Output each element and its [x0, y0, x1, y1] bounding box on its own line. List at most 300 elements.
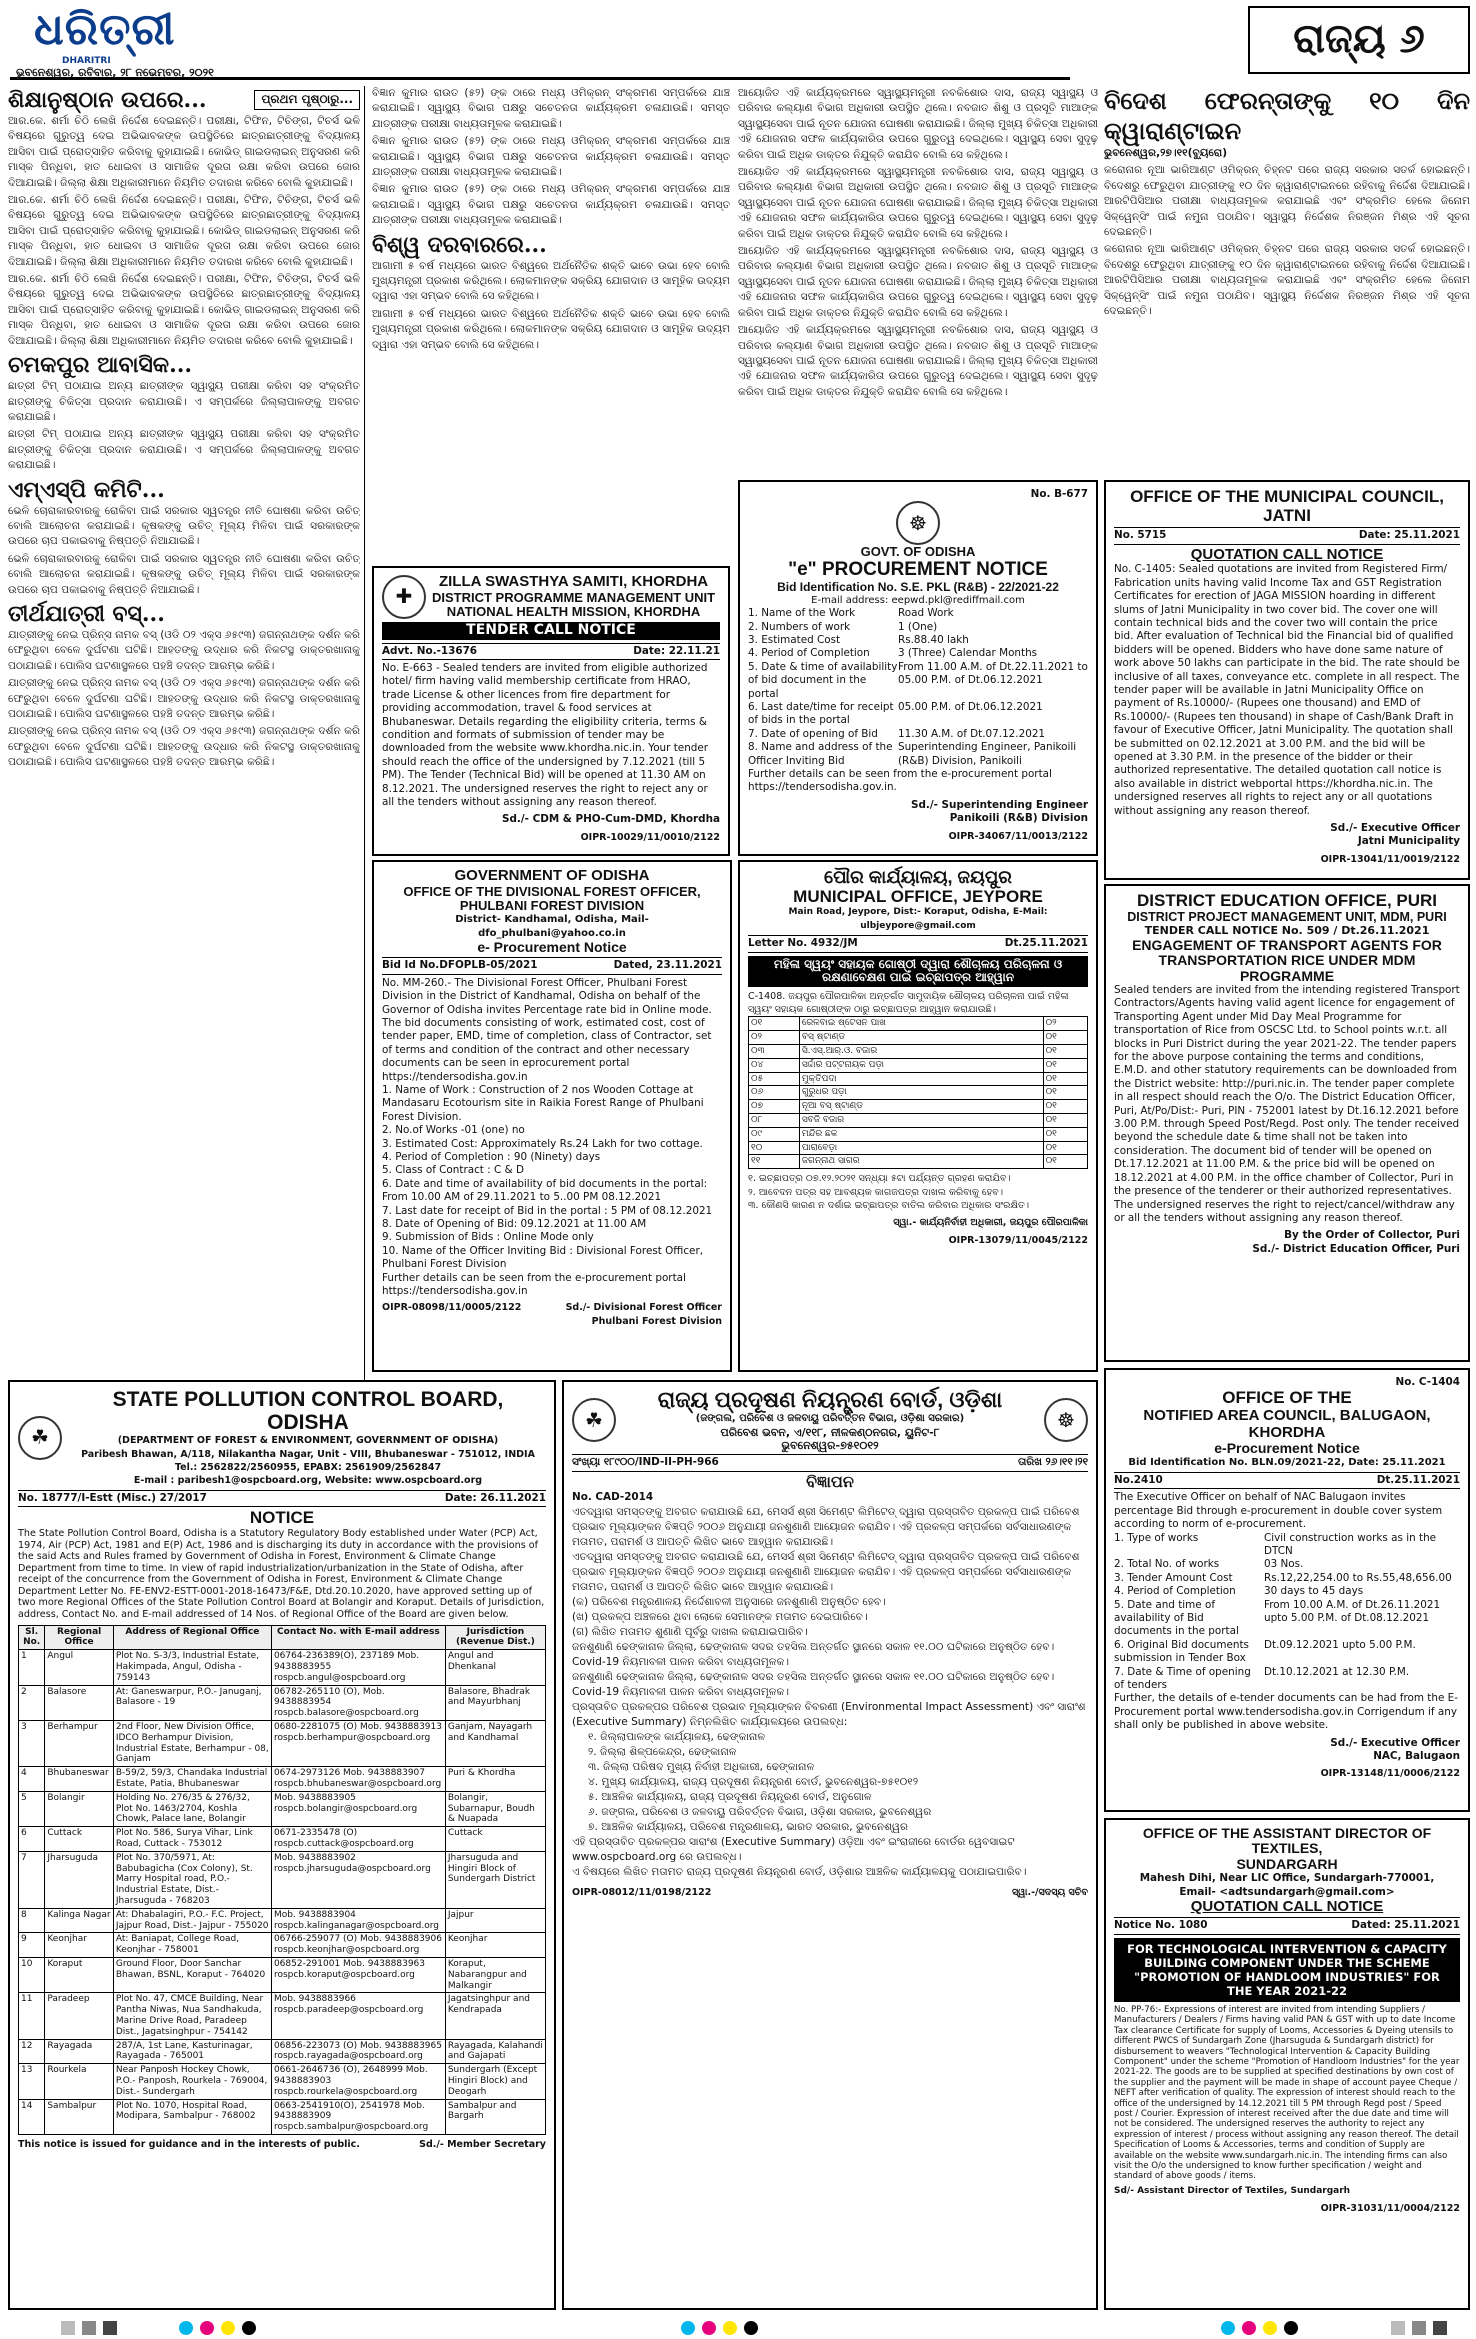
item-label: 8. Name and address of the Officer Inviting Bid [748, 741, 893, 767]
ad-body: ଜନଶୁଣାଣି ଢେଙ୍କାନାଳ ଜିଲ୍ଲା, ଢେଙ୍କାନାଳ ସଦର ତହସିଲ ଅନ୍ତର୍ଗତ ସ୍ଥାନରେ ସକାଳ ୧୧.୦୦ ଘଟିକାରେ ଅନୁଷ୍ଠିତ ହେବ। Covid-19 ନିୟମାବଳୀ ପାଳନ କରିବା ବାଧ୍ୟତାମୂଳକ। [572, 1640, 1055, 1668]
table-cell: Balasore [45, 1685, 114, 1720]
procurement-ad-phulbani [372, 860, 732, 1372]
spcb-logo-icon: ☘ [572, 1398, 616, 1442]
ad-title: OFFICE OF THE ASSISTANT DIRECTOR OF TEXTILES, [1142, 1825, 1432, 1857]
table-cell: 06766-259077 (O) Mob. 9438883906 rospcb.keonjhar@ospcboard.org [271, 1933, 445, 1958]
table-row [19, 1721, 546, 1767]
ad-notice: e- Procurement Notice [477, 938, 627, 955]
item-label: 3. Estimated Cost [748, 634, 841, 646]
table-cell: 5 [19, 1791, 45, 1826]
table-cell: Sambalpur and Bargarh [445, 2099, 545, 2134]
article-text: ଆୟୋଜିତ ଏହି କାର୍ଯ୍ୟକ୍ରମରେ ସ୍ୱାସ୍ଥ୍ୟମନ୍ତ୍ରୀ ନବକିଶୋର ଦାସ, ରାଜ୍ୟ ସ୍ୱାସ୍ଥ୍ୟ ଓ ପରିବାର କଲ୍ୟାଣ ବିଭାଗ ଅଧିକାରୀ ଉପସ୍ଥିତ ଥିଲେ। ନବଜାତ ଶିଶୁ ଓ ପ୍ରସୂତି ମାଆଙ୍କ ସ୍ୱାସ୍ଥ୍ୟସେବା ପାଇଁ ନୂତନ ଯୋଜନା ଘୋଷଣା କରାଯାଇଛି। ଜିଲ୍ଲା ମୁଖ୍ୟ ଚିକିତ୍ସା ଅଧିକାରୀ ଏହି ଯୋଜନାର ସଫଳ କାର୍ଯ୍ୟକାରିତା ଉପରେ ଗୁରୁତ୍ୱ ଦେଇଥିଲେ। ସ୍ୱାସ୍ଥ୍ୟ ସେବା ସୁଦୃଢ଼ କରିବା ପାଇଁ ଅଧିକ ଡାକ୍ତର ନିଯୁକ୍ତି କରାଯିବ ବୋଲି ସେ କହିଥିଲେ। [738, 166, 1098, 240]
article-text: ଯାତ୍ରୀଙ୍କୁ ନେଇ ପ୍ରିନ୍ସ ନାମକ ବସ୍ (ଓଡି ୦୨ ଏକ୍ସ ୬୫୯୩) ଜଗନ୍ନାଥଙ୍କ ଦର୍ଶନ କରି ଫେରୁଥିବା ବେଳେ ଦୁର୍ଘଟଣା ଘଟିଛି। ଆହତଙ୍କୁ ଉଦ୍ଧାର କରି ନିକଟସ୍ଥ ଡାକ୍ତରଖାନାକୁ ପଠାଯାଇଛି। ପୋଲିସ ଘଟଣାସ୍ଥଳରେ ପହଞ୍ଚି ତଦନ୍ତ ଆରମ୍ଭ କରିଛି। [8, 725, 360, 769]
signature: Sd./- Executive Officer [1330, 1736, 1460, 1749]
table-cell: 2 [19, 1685, 45, 1720]
table-cell: Plot No. S-3/3, Industrial Estate, Hakimpada, Angul, Odisha - 759143 [113, 1650, 271, 1685]
table-cell: Mob. 9438883904 rospcb.kalinganagar@ospcboard.org [271, 1908, 445, 1933]
bid-id: Bid Identification No. BLN.09/2021-22, Date: 25.11.2021 [1128, 1457, 1446, 1469]
signature: Panikoili (R&B) Division [949, 812, 1088, 825]
table-header-row [19, 1625, 546, 1650]
table-cell: 0663-2541910(O), 2541978 Mob. 9438883909 rospcb.sambalpur@ospcboard.org [271, 2099, 445, 2134]
ad-date: Dt.25.11.2021 [1376, 1473, 1460, 1486]
table-cell: 4 [19, 1767, 45, 1792]
ad-title: DISTRICT PROGRAMME MANAGEMENT UNIT [432, 589, 716, 605]
article-text: ଆଗାମୀ ୫ ବର୍ଷ ମଧ୍ୟରେ ଭାରତ ବିଶ୍ୱରେ ଅର୍ଥନୈତିକ ଶକ୍ତି ଭାବେ ଉଭା ହେବ ବୋଲି ମୁଖ୍ୟମନ୍ତ୍ରୀ ପ୍ରକାଶ କରିଥିଲେ। ଲୋକମାନଙ୍କ ସକ୍ରିୟ ଯୋଗଦାନ ଓ ସାମୂହିକ ଉଦ୍ୟମ ଦ୍ୱାରା ଏହା ସମ୍ଭବ ବୋଲି ସେ କହିଥିଲେ। [372, 259, 730, 303]
signature: Sd./- Member Secretary [419, 2138, 546, 2150]
table-row [749, 1155, 1088, 1169]
table-row [749, 1113, 1088, 1127]
list-item: ୧. ଇଚ୍ଛାପତ୍ର ୦୭.୧୨.୨୦୨୧ ସନ୍ଧ୍ୟା ୫ଟା ପର୍ଯ୍ୟନ୍ତ ଗ୍ରହଣ କରାଯିବ। [748, 1173, 1011, 1185]
list-item: ୬. ଜଙ୍ଗଲ, ପରିବେଶ ଓ ଜଳବାୟୁ ପରିବର୍ତ୍ତନ ବିଭାଗ, ଓଡ଼ିଶା ସରକାର, ଭୁବନେଶ୍ୱର [588, 1805, 932, 1818]
table-cell: Koraput, Nabarangpur and Malkangir [445, 1957, 545, 1992]
newspaper-logo-sub: DHARITRI [62, 56, 111, 66]
ad-bar: TENDER CALL NOTICE [382, 622, 720, 639]
table-cell: 2nd Floor, New Division Office, IDCO Berhampur Division, Industrial Estate, Berhampur - 08, Ganjam [113, 1721, 271, 1767]
table-cell: ମୁକ୍ତିପଦା [799, 1072, 1043, 1086]
list-item [1114, 1599, 1460, 1639]
table-cell: Keonjhar [45, 1933, 114, 1958]
table-row [749, 1127, 1088, 1141]
list-item: 7. Last date for receipt of Bid in the portal : 5 PM of 08.12.2021 [382, 1204, 713, 1217]
list-item: (ଖ) ପ୍ରକଳ୍ପ ଅଞ୍ଚଳରେ ଥିବା ଲୋକେ ସେମାନଙ୍କ ମତାମତ ଦେଇପାରିବେ। [572, 1610, 868, 1623]
item-value: 11.30 A.M. of Dt.07.12.2021 [898, 727, 1046, 740]
table-cell: 0674-2973126 Mob. 9438883907 rospcb.bhubaneswar@ospcboard.org [271, 1767, 445, 1792]
table-row [19, 1933, 546, 1958]
procurement-ad-balugaon [1104, 1368, 1470, 1812]
bid-id: Bid Id No.DFOPLB-05/2021 [382, 959, 538, 972]
list-item: ୩. ଜିଲ୍ଲା ପରିଷଦ ମୁଖ୍ୟ ନିର୍ବାହୀ ଅଧିକାରୀ, ଢେଙ୍କାନାଳ [588, 1760, 815, 1773]
table-row [19, 2064, 546, 2099]
oipr-code: OIPR-31031/11/0004/2122 [1320, 2203, 1460, 2215]
table-cell: Angul [45, 1650, 114, 1685]
article-text: ଆର.କେ. ଶର୍ମା ଚିଠି ଲେଖି ନିର୍ଦ୍ଦେଶ ଦେଇଛନ୍ତି। ପରୀକ୍ଷା, ଟିଫିନ, ଟିଚିଙ୍ଗ, ଟିଚର୍ସ ଭଳି ବିଷୟରେ ଗୁରୁତ୍ୱ ଦେଇ ଅଭିଭାବକଙ୍କ ଉପସ୍ଥିତିରେ ଛାତ୍ରଛାତ୍ରୀଙ୍କୁ ବିଦ୍ୟାଳୟ ଆସିବା ପାଇଁ ପ୍ରୋତ୍ସାହିତ କରିବାକୁ କୁହାଯାଇଛି। କୋଭିଡ୍ ଗାଇଡଲାଇନ୍ ଅନୁସରଣ କରି ମାସ୍କ ପିନ୍ଧିବା, ହାତ ଧୋଇବା ଓ ସାମାଜିକ ଦୂରତା ରକ୍ଷା କରିବା ଉପରେ ଜୋର ଦିଆଯାଇଛି। ଜିଲ୍ଲା ଶିକ୍ଷା ଅଧିକାରୀମାନେ ନିୟମିତ ତଦାରଖ କରିବେ ବୋଲି କୁହାଯାଇଛି। [8, 115, 360, 189]
notice-ad-spcb [8, 1380, 556, 2310]
table-cell: ୦୧ [1043, 1113, 1087, 1127]
ad-no: No. 5715 [1114, 529, 1167, 542]
table-cell: Plot No. 1070, Hospital Road, Modipara, Sambalpur - 768002 [113, 2099, 271, 2134]
table-cell: ୦୨ [1043, 1017, 1087, 1031]
list-item: 5. Class of Contract : C & D [382, 1164, 524, 1177]
table-cell: 1 [19, 1650, 45, 1685]
ad-title: STATE POLLUTION CONTROL BOARD, ODISHA [112, 1388, 504, 1435]
yellow-dot-icon [1263, 2321, 1277, 2335]
table-cell: Cuttack [445, 1827, 545, 1852]
spcb-logo-icon: ☘ [18, 1416, 62, 1460]
print-registration-bar [0, 2316, 1476, 2339]
item-label: 1. Name of the Work [748, 607, 856, 620]
table-cell: Mob. 9438883902 rospcb.jharsuguda@ospcboard.org [271, 1851, 445, 1908]
gray-swatch-icon [1433, 2321, 1447, 2335]
article-text: କରୋନାର ନୂଆ ଭାରିଆଣ୍ଟ ଓମିକ୍ରନ୍ ଚିହ୍ନଟ ପରେ ରାଜ୍ୟ ସରକାର ସତର୍କ ହୋଇଛନ୍ତି। ବିଦେଶରୁ ଫେରୁଥିବା ଯାତ୍ରୀଙ୍କୁ ୧୦ ଦିନ କ୍ୱାରାଣ୍ଟାଇନରେ ରହିବାକୁ ନିର୍ଦ୍ଦେଶ ଦିଆଯାଇଛି। ଆରଟିପିସିଆର ପରୀକ୍ଷା ବାଧ୍ୟତାମୂଳକ କରାଯାଇଛି ଏବଂ ସଂକ୍ରମିତ ହେଲେ ଜିନୋମ ସିକ୍ୱେନ୍ସିଂ ପାଇଁ ନମୁନା ପଠାଯିବ। ସ୍ୱାସ୍ଥ୍ୟ ନିର୍ଦ୍ଦେଶକ ନିରଞ୍ଜନ ମିଶ୍ର ଏହି ସୂଚନା ଦେଇଛନ୍ତି। [1104, 243, 1470, 318]
news-column-1 [8, 86, 360, 1380]
table-row [19, 1851, 546, 1908]
item-label: 7. Date of opening of Bid [748, 727, 878, 740]
oipr-code: OIPR-13041/11/0019/2122 [1320, 853, 1460, 865]
signature: Phulbani Forest Division [591, 1315, 722, 1327]
item-value: 05.00 P.M. of Dt.06.12.2021 [898, 701, 1043, 714]
ad-title: DISTRICT EDUCATION OFFICE, PURI [1136, 891, 1437, 910]
ad-title-odia: ରାଜ୍ୟ ପ୍ରଦୂଷଣ ନିୟନ୍ତ୍ରଣ ବୋର୍ଡ, ଓଡ଼ିଶା [657, 1387, 1003, 1412]
table-row [749, 1031, 1088, 1045]
item-label: 4. Period of Completion [748, 647, 870, 660]
list-item: ୨. ଜିଲ୍ଲା ଶିଳ୍ପକେନ୍ଦ୍ର, ଢେଙ୍କାନାଳ [588, 1745, 737, 1758]
table-cell: ୦୧ [1043, 1072, 1087, 1086]
table-cell: Koraput [45, 1957, 114, 1992]
table-cell: 9 [19, 1933, 45, 1958]
ad-dept: (DEPARTMENT OF FOREST & ENVIRONMENT, GOVERNMENT OF ODISHA) [117, 1435, 499, 1447]
article-text: ଛାତ୍ରୀ ଟିମ୍ ପଠାଯାଇ ଅନ୍ୟ ଛାତ୍ରୀଙ୍କ ସ୍ୱାସ୍ଥ୍ୟ ପରୀକ୍ଷା କରିବା ସହ ସଂକ୍ରମିତ ଛାତ୍ରୀଙ୍କୁ ଚିକିତ୍ସା ପ୍ରଦାନ କରାଯାଉଛି। ଏ ସମ୍ପର୍କରେ ଜିଲ୍ଲାପାଳଙ୍କୁ ଅବଗତ କରାଯାଇଛି। [8, 380, 360, 423]
ad-date: ତାରିଖ ୨୬।୧୧।୨୧ [1018, 1456, 1088, 1469]
table-cell: 7 [19, 1851, 45, 1908]
column-header: Contact No. with E-mail address [271, 1625, 445, 1650]
oipr-code: OIPR-10029/11/0010/2122 [580, 831, 720, 843]
gray-swatch-icon [82, 2321, 96, 2335]
list-item: (ଗ) ଲିଖିତ ମତାମତ ଶୁଣାଣି ପୂର୍ବରୁ ଦାଖଲ କରାଯାଇପାରିବ। [572, 1625, 808, 1638]
table-cell: ସବଜି ବଜାର [799, 1113, 1043, 1127]
article-text: କରୋନାର ନୂଆ ଭାରିଆଣ୍ଟ ଓମିକ୍ରନ୍ ଚିହ୍ନଟ ପରେ ରାଜ୍ୟ ସରକାର ସତର୍କ ହୋଇଛନ୍ତି। ବିଦେଶରୁ ଫେରୁଥିବା ଯାତ୍ରୀଙ୍କୁ ୧୦ ଦିନ କ୍ୱାରାଣ୍ଟାଇନରେ ରହିବାକୁ ନିର୍ଦ୍ଦେଶ ଦିଆଯାଇଛି। ଆରଟିପିସିଆର ପରୀକ୍ଷା ବାଧ୍ୟତାମୂଳକ କରାଯାଇଛି ଏବଂ ସଂକ୍ରମିତ ହେଲେ ଜିନୋମ ସିକ୍ୱେନ୍ସିଂ ପାଇଁ ନମୁନା ପଠାଯିବ। ସ୍ୱାସ୍ଥ୍ୟ ନିର୍ଦ୍ଦେଶକ ନିରଞ୍ଜନ ମିଶ୍ର ଏହି ସୂଚନା ଦେଇଛନ୍ତି। [1104, 164, 1470, 239]
ad-ref: ସଂଖ୍ୟା ୧୮୯୦୦/IND-II-PH-966 [572, 1456, 719, 1469]
table-cell: Jajpur [445, 1908, 545, 1933]
table-row [749, 1100, 1088, 1114]
table-cell: ୧୦ [749, 1141, 800, 1155]
signature: ସ୍ୱା.-/ସଦସ୍ୟ ସଚିବ [1011, 1886, 1088, 1898]
list-item: ୭. ଆଞ୍ଚଳିକ କାର୍ଯ୍ୟାଳୟ, ପରିବେଶ ମନ୍ତ୍ରଣାଳୟ, ଭାରତ ସରକାର, ଭୁବନେଶ୍ୱର [588, 1820, 909, 1833]
table-cell: 06764-236389(O), 237189 Mob. 9438883955 rospcb.angul@ospcboard.org [271, 1650, 445, 1685]
table-cell: At: Baniapat, College Road, Keonjhar - 758001 [113, 1933, 271, 1958]
table-cell: Mob. 9438883905 rospcb.bolangir@ospcboard.org [271, 1791, 445, 1826]
signature: Sd./- CDM & PHO-Cum-DMD, Khordha [501, 813, 720, 826]
ad-title: ZILLA SWASTHYA SAMITI, KHORDHA [438, 573, 709, 590]
column-rule [364, 86, 365, 1380]
item-value: Superintending Engineer, Panikoili (R&B) Division, Panikoili [898, 741, 1077, 767]
article-text: ଭେଳି ଚୋରାକାରବାରକୁ ରୋକିବା ପାଇଁ ସରକାର ସ୍ୱତନ୍ତ୍ର ନୀତି ଘୋଷଣା କରିବା ଉଚିତ୍ ବୋଲି ଆଲୋଚନା କରାଯାଇଛି। କୃଷକଙ୍କୁ ଉଚିତ୍ ମୂଲ୍ୟ ମିଳିବା ପାଇଁ ସରକାରଙ୍କ ଉପରେ ଚାପ ପକାଇବାକୁ ନିଷ୍ପତ୍ତି ନିଆଯାଇଛି। [8, 552, 360, 596]
table-row [19, 1827, 546, 1852]
item-label: 1. Type of works [1114, 1531, 1199, 1544]
table-cell: Plot No. 47, CMCE Building, Near Pantha Niwas, Nua Sandhakuda, Marine Drive Road, Paradeep Dist., Jagatsinghpur - 754142 [113, 1993, 271, 2039]
table-cell: ୦୨ [749, 1031, 800, 1045]
ad-subhead: ମହିଳା ସ୍ୱୟଂ ସହାୟକ ଗୋଷ୍ଠୀ ଦ୍ୱାରା ଶୌଚାଳୟ ପରିଚାଳନା ଓ ରକ୍ଷଣାବେକ୍ଷଣ ପାଇଁ ଇଚ୍ଛାପତ୍ର ଆହ୍ୱାନ [748, 956, 1088, 987]
notice-no: No. C-1404 [1395, 1376, 1460, 1388]
table-cell: ୦୧ [1043, 1127, 1087, 1141]
odisha-emblem-icon: ☸ [1044, 1398, 1088, 1442]
ad-body: Sealed tenders are invited from the intending registered Transport Contractors/Agents having valid agent licence for engagement of Transporting Agent under Mid Day Meal Programme for transportation of Rice from OSCSC Ltd. to School points w.r.t. all blocks in Puri District during the year 2021-22. The tender papers for the above purpose containing the terms and conditions, E.M.D. and other statutory requirements can be downloaded from the District website: http://puri.nic.in. The tender paper complete in all respect should reach the O/o. The District Education Officer, Puri, At/Po/Dist:- Puri, PIN - 752001 latest by Dt.16.12.2021 before 3.00 P.M. through Speed Post/Regd. Post only. The tender received beyond the schedule date & time shall not be taken into consideration. The document bid of tender will be opened on Dt.17.12.2021 at 11.00 P.M. & the price bid will be opened on 18.12.2021 at 4.00 P.M. in the office chamber of Collector, Puri in the presence of the tenderer or their authorized representatives. The undersigned reserves the right to reject/cancel/withdraw any or all the tenders without assigning any reason thereof. [1114, 984, 1460, 1224]
table-cell: Rayagada, Kalahandi and Gajapati [445, 2039, 545, 2064]
list-item: 8. Date of Opening of Bid: 09.12.2021 at 11.00 AM [382, 1218, 647, 1231]
list-item [1114, 1572, 1460, 1585]
table-cell: ପାରାବେଡ଼ା [799, 1141, 1043, 1155]
table-cell: 6 [19, 1827, 45, 1852]
quotation-ad-jatni [1104, 480, 1470, 880]
table-cell: Kalinga Nagar [45, 1908, 114, 1933]
oipr-code: OIPR-13079/11/0045/2122 [948, 1234, 1088, 1246]
ad-notice: TENDER CALL NOTICE No. 509 / Dt.26.11.2021 [1144, 924, 1430, 938]
ad-further: Further details can be seen from the e-procurement portal https://tendersodisha.gov.in [382, 1271, 686, 1298]
table-row [19, 1993, 546, 2039]
tender-ad-zssk [372, 566, 730, 856]
ad-further: Further, the details of e-tender documents can be had from the E-Procurement portal www.tendersodisha.gov.in Corrigendum if any shall only be published in above website. [1114, 1692, 1458, 1732]
ad-body: ଜନଶୁଣାଣି ଢେଙ୍କାନାଳ ଜିଲ୍ଲା, ଢେଙ୍କାନାଳ ସଦର ତହସିଲ ଅନ୍ତର୍ଗତ ସ୍ଥାନରେ ସକାଳ ୧୧.୦୦ ଘଟିକାରେ ଅନୁଷ୍ଠିତ ହେବ। Covid-19 ନିୟମାବଳୀ ପାଳନ କରିବା ବାଧ୍ୟତାମୂଳକ। [572, 1670, 1055, 1698]
table-cell: Balasore, Bhadrak and Mayurbhanj [445, 1685, 545, 1720]
table-cell: ଗୁରୁଧର ପଡ଼ା [799, 1086, 1043, 1100]
table-cell: 3 [19, 1721, 45, 1767]
ad-title: NOTIFIED AREA COUNCIL, BALUGAON, KHORDHA [1143, 1407, 1431, 1441]
article-text: ବିଜ୍ଞାନ କୁମାର ରାଉତ (୫୨) ଙ୍କ ଠାରେ ମଧ୍ୟ ଓମିକ୍ରନ୍ ସଂକ୍ରମଣ ସମ୍ପର୍କରେ ଯାଞ୍ଚ କରାଯାଇଛି। ସ୍ୱାସ୍ଥ୍ୟ ବିଭାଗ ପକ୍ଷରୁ ସଚେତନତା କାର୍ଯ୍ୟକ୍ରମ ଚଳାଯାଉଛି। ସମସ୍ତ ଯାତ୍ରୀଙ୍କ ପରୀକ୍ଷା ବାଧ୍ୟତାମୂଳକ କରାଯାଇଛି। [372, 87, 730, 130]
gray-swatch-icon [1391, 2321, 1405, 2335]
item-value: 30 days to 45 days [1264, 1585, 1364, 1598]
table-cell: Bolangir, Subarnapur, Boudh & Nuapada [445, 1791, 545, 1826]
item-label: 2. Total No. of works [1114, 1558, 1220, 1571]
item-value: 1 (One) [898, 620, 938, 633]
headline: ବିଶ୍ୱ ଦରବାରରେ... [372, 231, 547, 258]
table-cell: Plot No. 370/5971, At: Babubagicha (Cox Colony), St. Marry Hospital road, P.O.- Industrial Estate, Dist.- Jharsuguda - 768203 [113, 1851, 271, 1908]
list-item [1114, 1639, 1460, 1666]
table-cell: ୦୫ [749, 1072, 800, 1086]
table-cell: 0671-2335478 (O) rospcb.cuttack@ospcboard.org [271, 1827, 445, 1852]
ad-bar: ବିଜ୍ଞାପନ [806, 1473, 854, 1491]
item-label: 2. Numbers of work [748, 620, 851, 633]
ad-notice: e-Procurement Notice [1214, 1440, 1360, 1457]
gray-swatch-icon [103, 2321, 117, 2335]
black-dot-icon [744, 2321, 758, 2335]
items-list [748, 607, 1088, 768]
ad-date: Date: 26.11.2021 [444, 1491, 546, 1504]
headline: ଶିକ୍ଷାନୁଷ୍ଠାନ ଉପରେ... [8, 87, 207, 113]
list-item [748, 634, 1088, 647]
ad-body: C-1408. ଜୟପୁର ପୌରପାଳିକା ଅନ୍ତର୍ଗତ ସାମୁଦାୟିକ ଶୌଚାଳୟ ପରିଚାଳନା ପାଇଁ ମହିଳା ସ୍ୱୟଂ ସହାୟକ ଗୋଷ୍ଠୀଙ୍କ ଠାରୁ ଇଚ୍ଛାପତ୍ର ଆହ୍ୱାନ କରାଯାଉଛି। [748, 990, 1069, 1015]
table-cell: 8 [19, 1908, 45, 1933]
list-item [1114, 1558, 1460, 1571]
item-label: 4. Period of Completion [1114, 1585, 1236, 1598]
ad-title: SUNDARGARH [1236, 1855, 1338, 1872]
ad-further: Further details can be seen from the e-procurement portal https://tendersodisha.gov.in. [748, 768, 1052, 794]
list-item: ୪. ମୁଖ୍ୟ କାର୍ଯ୍ୟାଳୟ, ରାଜ୍ୟ ପ୍ରଦୂଷଣ ନିୟନ୍ତ୍ରଣ ବୋର୍ଡ, ଭୁବନେଶ୍ୱର-୭୫୧୦୧୨ [588, 1775, 919, 1788]
article-text: ଯାତ୍ରୀଙ୍କୁ ନେଇ ପ୍ରିନ୍ସ ନାମକ ବସ୍ (ଓଡି ୦୨ ଏକ୍ସ ୬୫୯୩) ଜଗନ୍ନାଥଙ୍କ ଦର୍ଶନ କରି ଫେରୁଥିବା ବେଳେ ଦୁର୍ଘଟଣା ଘଟିଛି। ଆହତଙ୍କୁ ଉଦ୍ଧାର କରି ନିକଟସ୍ଥ ଡାକ୍ତରଖାନାକୁ ପଠାଯାଇଛି। ପୋଲିସ ଘଟଣାସ୍ଥଳରେ ପହଞ୍ଚି ତଦନ୍ତ ଆରମ୍ଭ କରିଛି। [8, 628, 360, 672]
table-cell: ସି.ଏସ୍.ଆର୍.ଓ. ବଜାର [799, 1044, 1043, 1058]
table-cell: Mob. 9438883966 rospcb.paradeep@ospcboard.org [271, 1993, 445, 2039]
table-cell: 13 [19, 2064, 45, 2099]
list-item: 9. Submission of Bids : Online Mode only [382, 1231, 594, 1244]
table-cell: ନୂଆ ବସ୍ ଷ୍ଟାଣ୍ଡ [799, 1100, 1043, 1114]
table-cell: At: Ganeswarpur, P.O.- Januganj, Balasore - 19 [113, 1685, 271, 1720]
table-cell: ୦୯ [749, 1127, 800, 1141]
table-cell: 06782-265110 (O), Mob. 9438883954 rospcb.balasore@ospcboard.org [271, 1685, 445, 1720]
table-row [749, 1058, 1088, 1072]
items-list [382, 1084, 722, 1272]
table-row [749, 1044, 1088, 1058]
ad-body: The Executive Officer on behalf of NAC Balugaon invites percentage Bid through e-procurement in double cover system according to norm of e-procurement. [1114, 1491, 1443, 1531]
column-header: Address of Regional Office [113, 1625, 271, 1650]
ad-body: No. C-1405: Sealed quotations are invited from Registered Firm/ Fabrication units having valid Income Tax and GST Registration Certificates for erection of JAGA MISSION hoarding in different slums of Jatni Municipality in two cover bid. The cover one will contain technical bids and the cover two will contain the price bid. After evaluation of Technical bid the Financial bid of qualified bidders will be opened. Bidders who have done same nature of work above 50 lakhs can participate in the bid. The rate should be inclusive of all taxes, conveyance etc. complete in all respect. The tender paper will be available in Jatni Municipality Office on payment of Rs.10000/- (Rupees one thousand) and EMD of Rs.10000/- (Rupees ten thousand) in shape of Cash/Bank Draft in favour of Executive Officer, Jatni Municipality. The quotation shall be submitted on 02.12.2021 at 3.00 P.M. and the bid will be opened at 3.30 P.M. in the presence of the bidder or their authorized representative. The detailed quotation call notice is also available in district webportal https://khordha.nic.in. The undersigned reserves all rights to reject any or all quotations without assigning any reason thereof. [1114, 563, 1460, 817]
ad-address: Mahesh Dihi, Near LIC Office, Sundargarh-770001, [1139, 1872, 1435, 1885]
table-cell: Puri & Khordha [445, 1767, 545, 1792]
ad-address: Paribesh Bhawan, A/118, Nilakantha Nagar, Unit - VIII, Bhubaneswar - 751012, INDIA [81, 1448, 535, 1460]
notes-list [748, 1172, 1088, 1212]
ad-date: Dated: 25.11.2021 [1351, 1919, 1460, 1932]
table-row [749, 1017, 1088, 1031]
news-column-4 [1104, 86, 1470, 476]
list-item: ୫. ଆଞ୍ଚଳିକ କାର୍ଯ୍ୟାଳୟ, ରାଜ୍ୟ ପ୍ରଦୂଷଣ ନିୟନ୍ତ୍ରଣ ବୋର୍ଡ, ଅନୁଗୋଳ [588, 1790, 872, 1803]
column-header: Jurisdiction (Revenue Dist.) [445, 1625, 545, 1650]
cyan-dot-icon [1221, 2321, 1235, 2335]
list-item: 4. Period of Completion : 90 (Ninety) days [382, 1150, 601, 1163]
table-cell: ୦୭ [749, 1100, 800, 1114]
notice-ad-spcb-odia [562, 1380, 1098, 2310]
table-row [19, 1650, 546, 1685]
list-item [1114, 1532, 1460, 1559]
ad-body: ଏତଦ୍ୱାରା ସମସ୍ତଙ୍କୁ ଅବଗତ କରାଯାଉଛି ଯେ, ମେସର୍ସ ଶ୍ରୀ ସିମେଣ୍ଟ ଲିମିଟେଡ୍ ଦ୍ୱାରା ପ୍ରସ୍ତାବିତ ପ୍ରକଳ୍ପ ପାଇଁ ପରିବେଶ ପ୍ରଭାବ ମୂଲ୍ୟାଙ୍କନ ବିଜ୍ଞପ୍ତି ୨୦୦୬ ଅନୁଯାୟୀ ଜନଶୁଣାଣି ଆୟୋଜନ କରାଯିବ। ଏହି ପ୍ରକଳ୍ପ ସମ୍ପର୍କରେ ସର୍ବସାଧାରଣଙ୍କ ମତାମତ, ପରାମର୍ଶ ଓ ଆପତ୍ତି ଲିଖିତ ଭାବେ ଆହ୍ୱାନ କରାଯାଉଛି। [572, 1550, 1080, 1593]
signature: NAC, Balugaon [1373, 1750, 1460, 1763]
ad-email: Email- <adtsundargarh@gmail.com> [1179, 1885, 1395, 1898]
table-row [19, 1957, 546, 1992]
list-item [748, 701, 1088, 728]
signature: Sd/- Assistant Director of Textiles, Sundargarh [1114, 2185, 1351, 2196]
ad-address: ପରିବେଶ ଭବନ, ଏ/୧୧୮, ନୀଳକଣ୍ଠନଗର, ୟୁନିଟ-୮ [720, 1425, 940, 1439]
list-item [748, 647, 1088, 660]
table-cell: Holding No. 276/35 & 276/32, Plot No. 1463/2704, Koshla Chowk, Palace lane, Bolangir [113, 1791, 271, 1826]
ad-title: OFFICE OF THE DIVISIONAL FOREST OFFICER, [403, 883, 701, 899]
article-text: ଆୟୋଜିତ ଏହି କାର୍ଯ୍ୟକ୍ରମରେ ସ୍ୱାସ୍ଥ୍ୟମନ୍ତ୍ରୀ ନବକିଶୋର ଦାସ, ରାଜ୍ୟ ସ୍ୱାସ୍ଥ୍ୟ ଓ ପରିବାର କଲ୍ୟାଣ ବିଭାଗ ଅଧିକାରୀ ଉପସ୍ଥିତ ଥିଲେ। ନବଜାତ ଶିଶୁ ଓ ପ୍ରସୂତି ମାଆଙ୍କ ସ୍ୱାସ୍ଥ୍ୟସେବା ପାଇଁ ନୂତନ ଯୋଜନା ଘୋଷଣା କରାଯାଇଛି। ଜିଲ୍ଲା ମୁଖ୍ୟ ଚିକିତ୍ସା ଅଧିକାରୀ ଏହି ଯୋଜନାର ସଫଳ କାର୍ଯ୍ୟକାରିତା ଉପରେ ଗୁରୁତ୍ୱ ଦେଇଥିଲେ। ସ୍ୱାସ୍ଥ୍ୟ ସେବା ସୁଦୃଢ଼ କରିବା ପାଇଁ ଅଧିକ ଡାକ୍ତର ନିଯୁକ୍ତି କରାଯିବ ବୋଲି ସେ କହିଥିଲେ। [738, 245, 1098, 319]
newspaper-logo: ଧରିତ୍ରୀ [34, 4, 176, 55]
list-item [748, 621, 1088, 634]
list-item: ୧. ଜିଲ୍ଲାପାଳଙ୍କ କାର୍ଯ୍ୟାଳୟ, ଢେଙ୍କାନାଳ [588, 1730, 766, 1743]
ad-title: ENGAGEMENT OF TRANSPORT AGENTS FOR TRANSPORTATION RICE UNDER MDM PROGRAMME [1132, 936, 1442, 984]
headline: ବିଦେଶ ଫେରନ୍ତାଙ୍କୁ ୧୦ ଦିନ କ୍ୱାରାଣ୍ଟାଇନ [1104, 86, 1470, 145]
tender-ad-puri [1104, 884, 1470, 1362]
item-value: From 10.00 A.M. of Dt.26.11.2021 upto 5.00 P.M. of Dt.08.12.2021 [1264, 1598, 1441, 1624]
table-cell: Plot No. 586, Surya Vihar, Link Road, Cuttack - 753012 [113, 1827, 271, 1852]
signature: ସ୍ୱା.- କାର୍ଯ୍ୟନିର୍ବାହୀ ଅଧିକାରୀ, ଜୟପୁର ପୌରପାଳିକା [893, 1217, 1088, 1229]
list-item: ୩. କୌଣସି କାରଣ ନ ଦର୍ଶାଇ ଇଚ୍ଛାପତ୍ର ବାତିଲ କରିବାର ଅଧିକାର ସଂରକ୍ଷିତ। [748, 1199, 1030, 1211]
items-list [572, 1595, 1088, 1640]
gray-swatch-icon [61, 2321, 75, 2335]
ad-no: No. CAD-2014 [572, 1491, 654, 1504]
ad-title: PHULBANI FOREST DIVISION [459, 897, 645, 913]
table-cell: 06856-223073 (O) Mob. 9438883965 rospcb.rayagada@ospcboard.org [271, 2039, 445, 2064]
item-value: Rs.12,22,254.00 to Rs.55,48,656.00 [1264, 1571, 1452, 1584]
ad-title: "e" PROCUREMENT NOTICE [788, 558, 1048, 580]
table-cell: Bhubaneswar [45, 1767, 114, 1792]
table-cell: Paradeep [45, 1993, 114, 2039]
advt-no: Advt. No.-13676 [382, 644, 478, 657]
ad-date: Date: 25.11.2021 [1358, 529, 1460, 542]
table-row [19, 2039, 546, 2064]
table-row [19, 1685, 546, 1720]
table-cell: ୦୧ [1043, 1100, 1087, 1114]
ad-dept: (ଜଙ୍ଗଲ, ପରିବେଶ ଓ ଜଳବାୟୁ ପରିବର୍ତ୍ତନ ବିଭାଗ, ଓଡ଼ିଶା ସରକାର) [695, 1413, 965, 1425]
item-value: Civil construction works as in the DTCN [1264, 1531, 1437, 1557]
ad-body: No. E-663 - Sealed tenders are invited from eligible authorized hotel/ firm having valid membership certificate from HRAO, trade License & other licences from fire department for providing accommodation, travel & food services at Bhubaneswar. Details regarding the eligibility criteria, terms & condition and formats of submission of tender may be downloaded from the website www.khordha.nic.in. Your tender should reach the office of the undersigned by 7.12.2021 (till 5 PM). The Tender (Technical Bid) will be opened at 11.30 AM on 8.12.2021. The undersigned reserves the right to reject any or all the tenders without assigning any reason thereof. [382, 661, 709, 808]
headline: ତୀର୍ଥଯାତ୍ରୀ ବସ୍... [8, 600, 165, 627]
list-item: (କ) ପରିବେଶ ମନ୍ତ୍ରଣାଳୟ ନିର୍ଦ୍ଦେଶାବଳୀ ଅନୁସାରେ ଜନଶୁଣାଣି ଅନୁଷ୍ଠିତ ହେବ। [572, 1595, 886, 1608]
ad-title-odia: ପୌର କାର୍ଯ୍ୟାଳୟ, ଜୟପୁର [824, 867, 1012, 887]
signature: Jatni Municipality [1357, 835, 1460, 848]
items-list [1114, 1532, 1460, 1693]
column-header: Regional Office [45, 1625, 114, 1650]
table-cell: Near Panposh Hockey Chowk, P.O.- Panposh, Rourkela - 769004, Dist.- Sundergarh [113, 2064, 271, 2099]
ad-date: Date: 22.11.21 [633, 644, 720, 657]
article-text: ଆର.କେ. ଶର୍ମା ଚିଠି ଲେଖି ନିର୍ଦ୍ଦେଶ ଦେଇଛନ୍ତି। ପରୀକ୍ଷା, ଟିଫିନ, ଟିଚିଙ୍ଗ, ଟିଚର୍ସ ଭଳି ବିଷୟରେ ଗୁରୁତ୍ୱ ଦେଇ ଅଭିଭାବକଙ୍କ ଉପସ୍ଥିତିରେ ଛାତ୍ରଛାତ୍ରୀଙ୍କୁ ବିଦ୍ୟାଳୟ ଆସିବା ପାଇଁ ପ୍ରୋତ୍ସାହିତ କରିବାକୁ କୁହାଯାଇଛି। କୋଭିଡ୍ ଗାଇଡଲାଇନ୍ ଅନୁସରଣ କରି ମାସ୍କ ପିନ୍ଧିବା, ହାତ ଧୋଇବା ଓ ସାମାଜିକ ଦୂରତା ରକ୍ଷା କରିବା ଉପରେ ଜୋର ଦିଆଯାଇଛି। ଜିଲ୍ଲା ଶିକ୍ଷା ଅଧିକାରୀମାନେ ନିୟମିତ ତଦାରଖ କରିବେ ବୋଲି କୁହାଯାଇଛି। [8, 273, 360, 347]
yellow-dot-icon [221, 2321, 235, 2335]
ad-email: E-mail address: eepwd.pkl@rediffmail.com [811, 594, 1025, 606]
procurement-ad-pwd [738, 480, 1098, 856]
dateline: ଭୁବନେଶ୍ୱର,୨୭।୧୧(ବ୍ୟୁରୋ) [1104, 147, 1228, 159]
oipr-code: OIPR-34067/11/0013/2122 [948, 830, 1088, 842]
headline: ଏମ୍ଏସ୍ପି କମିଟି... [8, 476, 165, 503]
table-cell: Keonjhar [445, 1933, 545, 1958]
scheme-band: FOR TECHNOLOGICAL INTERVENTION & CAPACITY BUILDING COMPONENT UNDER THE SCHEME "PROMOTION OF HANDLOOM INDUSTRIES" FOR THE YEAR 2021-22 [1114, 1938, 1460, 2002]
table-cell: Angul and Dhenkanal [445, 1650, 545, 1685]
table-cell: ୦୧ [1043, 1086, 1087, 1100]
column-header: Sl. No. [19, 1625, 45, 1650]
table-cell: ୦୧ [1043, 1058, 1087, 1072]
table-cell: ଜଗନ୍ନାଥ ସାଗର [799, 1155, 1043, 1169]
table-row [19, 1767, 546, 1792]
table-cell: Berhampur [45, 1721, 114, 1767]
ad-body: ପ୍ରସ୍ତାବିତ ପ୍ରକଳ୍ପର ପରିବେଶ ପ୍ରଭାବ ମୂଲ୍ୟାଙ୍କନ ବିବରଣୀ (Environmental Impact Assessment) ଏବଂ ସାରାଂଶ (Executive Summary) ନିମ୍ନଲିଖିତ କାର୍ଯ୍ୟାଳୟରେ ଉପଲବ୍ଧ: [572, 1700, 1086, 1728]
ad-city: ଭୁବନେଶ୍ୱର-୭୫୧୦୧୨ [781, 1439, 879, 1452]
ad-address: Main Road, Jeypore, Dist:- Koraput, Odisha, E-Mail: ulbjeypore@gmail.com [788, 907, 1048, 931]
table-cell: Bolangir [45, 1791, 114, 1826]
ad-ref: No.2410 [1114, 1473, 1163, 1486]
item-value: 3 (Three) Calendar Months [898, 647, 1038, 660]
table-cell: ମନ୍ଦିର ଛକ [799, 1127, 1043, 1141]
ad-bar: QUOTATION CALL NOTICE [1190, 545, 1384, 563]
masthead [0, 0, 1476, 78]
item-value: Dt.10.12.2021 at 12.30 P.M. [1264, 1665, 1410, 1678]
emblem-icon: ☸ [896, 501, 940, 545]
ad-title: GOVERNMENT OF ODISHA [454, 867, 650, 884]
yellow-dot-icon [723, 2321, 737, 2335]
black-dot-icon [242, 2321, 256, 2335]
list-item: 3. Estimated Cost: Approximately Rs.24 Lakh for two cottage. [382, 1137, 703, 1150]
cyan-dot-icon [179, 2321, 193, 2335]
list-item [1114, 1666, 1460, 1693]
table-cell: ୦୧ [749, 1017, 800, 1031]
item-value: From 11.00 A.M. of Dt.22.11.2021 to 05.00 P.M. of Dt.06.12.2021 [898, 660, 1088, 687]
list-item: 1. Name of Work : Construction of 2 nos Wooden Cottage at Mandasaru Ecotourism site in Raikia Forest Range of Phulbani Forest Division. [382, 1083, 704, 1123]
ad-body: No. MM-260.- The Divisional Forest Officer, Phulbani Forest Division in the District of Kandhamal, Odisha on behalf of the Governor of Odisha invites Percentage rate bid in Online mode. The bid documents consisting of work, estimated cost, cost of tender paper, EMD, time of completion, class of Contractor, set of terms and condition of the contract and other necessary documents can be seen in eprocurement portal https://tendersodisha.gov.in [382, 976, 712, 1083]
ad-body: ଏ ବିଷୟରେ ଲିଖିତ ମତାମତ ରାଜ୍ୟ ପ୍ରଦୂଷଣ ନିୟନ୍ତ୍ରଣ ବୋର୍ଡ, ଓଡ଼ିଶାର ଆଞ୍ଚଳିକ କାର୍ଯ୍ୟାଳୟକୁ ପଠାଯାଇପାରିବ। [572, 1865, 1027, 1878]
table-cell: ୦୪ [749, 1058, 800, 1072]
item-value: 03 Nos. [1264, 1558, 1304, 1571]
signature: Sd./- Executive Officer [1330, 822, 1460, 834]
list-item [1114, 1585, 1460, 1598]
order-line: By the Order of Collector, Puri [1284, 1229, 1460, 1242]
regional-office-table [18, 1625, 546, 2135]
table-cell: ୦୮ [749, 1113, 800, 1127]
item-value: Dt.09.12.2021 upto 5.00 P.M. [1264, 1638, 1416, 1651]
magenta-dot-icon [200, 2321, 214, 2335]
ad-no: No. 18777/I-Estt (Misc.) 27/2017 [18, 1491, 207, 1504]
table-cell: At: Dhabalagiri, P.O.- F.C. Project, Jajpur Road, Dist.- Jajpur - 755020 [113, 1908, 271, 1933]
ad-body: ଏତଦ୍ୱାରା ସମସ୍ତଙ୍କୁ ଅବଗତ କରାଯାଉଛି ଯେ, ମେସର୍ସ ଶ୍ରୀ ସିମେଣ୍ଟ ଲିମିଟେଡ୍ ଦ୍ୱାରା ପ୍ରସ୍ତାବିତ ପ୍ରକଳ୍ପ ପାଇଁ ପରିବେଶ ପ୍ରଭାବ ମୂଲ୍ୟାଙ୍କନ ବିଜ୍ଞପ୍ତି ୨୦୦୬ ଅନୁଯାୟୀ ଜନଶୁଣାଣି ଆୟୋଜନ କରାଯିବ। ଏହି ପ୍ରକଳ୍ପ ସମ୍ପର୍କରେ ସର୍ବସାଧାରଣଙ୍କ ମତାମତ, ପରାମର୍ଶ ଓ ଆପତ୍ତି ଲିଖିତ ଭାବେ ଆହ୍ୱାନ କରାଯାଉଛି। [572, 1505, 1080, 1548]
table-cell: Jharsuguda [45, 1851, 114, 1908]
list-item [748, 741, 1088, 768]
signature: Sd./- District Education Officer, Puri [1252, 1242, 1460, 1255]
ad-sub: District- Kandhamal, Odisha, Mail-dfo_phulbani@yahoo.co.in [455, 914, 649, 939]
ad-bar: QUOTATION CALL NOTICE [1190, 1897, 1384, 1915]
article-text: ଆର.କେ. ଶର୍ମା ଚିଠି ଲେଖି ନିର୍ଦ୍ଦେଶ ଦେଇଛନ୍ତି। ପରୀକ୍ଷା, ଟିଫିନ, ଟିଚିଙ୍ଗ, ଟିଚର୍ସ ଭଳି ବିଷୟରେ ଗୁରୁତ୍ୱ ଦେଇ ଅଭିଭାବକଙ୍କ ଉପସ୍ଥିତିରେ ଛାତ୍ରଛାତ୍ରୀଙ୍କୁ ବିଦ୍ୟାଳୟ ଆସିବା ପାଇଁ ପ୍ରୋତ୍ସାହିତ କରିବାକୁ କୁହାଯାଇଛି। କୋଭିଡ୍ ଗାଇଡଲାଇନ୍ ଅନୁସରଣ କରି ମାସ୍କ ପିନ୍ଧିବା, ହାତ ଧୋଇବା ଓ ସାମାଜିକ ଦୂରତା ରକ୍ଷା କରିବା ଉପରେ ଜୋର ଦିଆଯାଇଛି। ଜିଲ୍ଲା ଶିକ୍ଷା ଅଧିକାରୀମାନେ ନିୟମିତ ତଦାରଖ କରିବେ ବୋଲି କୁହାଯାଇଛି। [8, 194, 360, 268]
cyan-dot-icon [681, 2321, 695, 2335]
table-cell: Ganjam, Nayagarh and Kandhamal [445, 1721, 545, 1767]
item-label: 5. Date & time of availability of bid document in the portal [748, 660, 898, 700]
footnote: This notice is issued for guidance and in the interests of public. [18, 2138, 360, 2150]
black-dot-icon [1284, 2321, 1298, 2335]
ad-title: Bid Identification No. S.E. PKL (R&B) - 22/2021-22 [777, 579, 1059, 594]
oipr-code: OIPR-08012/11/0198/2122 [572, 1886, 712, 1898]
table-cell: ସର୍ଦ୍ଦାର ପଟ୍ଟନାୟକ ପଡ଼ା [799, 1058, 1043, 1072]
ad-title: OFFICE OF THE MUNICIPAL COUNCIL, JATNI [1130, 487, 1444, 525]
